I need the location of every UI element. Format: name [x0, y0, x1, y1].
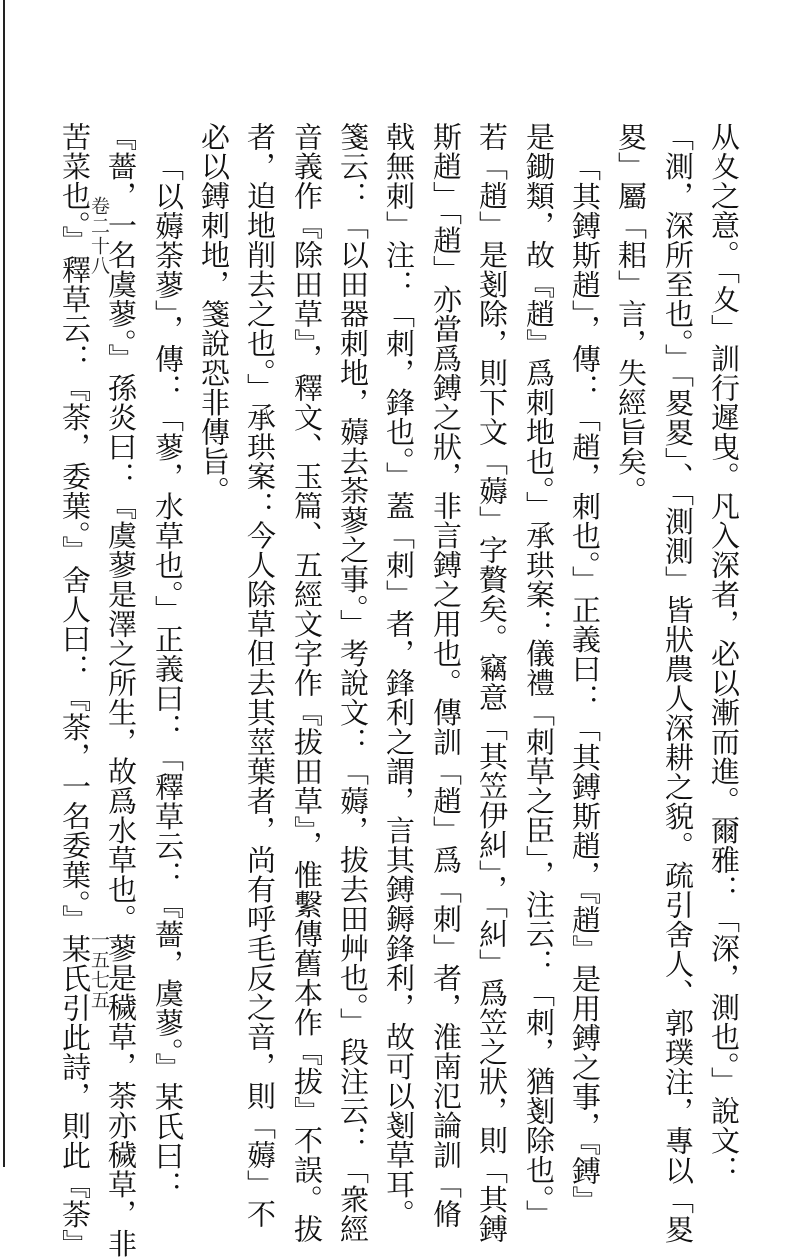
- text-column-3: 畟」屬「耜」言，失經旨矣。: [614, 122, 648, 506]
- text-column-1: 从夊之意。「夊」訓行遲曳。凡入深者，必以漸而進。爾雅：「深，測也。」說文：: [707, 122, 741, 1185]
- text-column-4: 「其鎛斯趙」，傳：「趙，刺也。」正義曰：「其鎛斯趙，『趙』是用鎛之事，『鎛』: [568, 152, 602, 1215]
- text-column-7: 斯趙」「趙」亦當爲鎛之狀，非言鎛之用也。傳訓「趙」爲「刺」者，淮南氾論訓「脩: [429, 122, 463, 1229]
- page-edge-line: [3, 0, 5, 1167]
- page-number: 一五七五: [88, 930, 110, 1010]
- text-column-11: 者，迫地削去之也。」承珙案：今人除草但去其莖葉者，尚有呼毛反之音，則「薅」不: [243, 122, 277, 1229]
- text-column-15: 苦菜也。』釋草云：『荼，委葉。』舍人曰：『荼，一名委葉。』某氏引此詩，則此『荼』: [58, 122, 92, 1259]
- text-column-10: 音義作『除田草』，釋文、玉篇、五經文字作『拔田草』，惟繫傳舊本作『拔』不誤。拔: [290, 122, 324, 1244]
- text-column-14: 『薔，一名虞蓼。』孫炎曰：『虞蓼是澤之所生，故爲水草也。蓼是穢草，荼亦穢草，非: [104, 122, 138, 1258]
- text-column-6: 若「趙」是剗除，則下文「薅」字贅矣。竊意「其笠伊糾」，「糾」爲笠之狀，則「其鎛: [475, 122, 509, 1244]
- text-column-9: 箋云：「以田器刺地，薅去荼蓼之事。」考說文：「薅，拔去田艸也。」段注云：「衆經: [336, 122, 370, 1244]
- running-head: 卷二十八: [88, 196, 110, 276]
- text-column-2: 「測，深所至也。」「畟畟」、「測測」皆狀農人深耕之貌。疏引舍人、郭璞注，專以「畟: [661, 122, 695, 1244]
- text-column-8: 戟無刺」注：「刺，鋒也。」蓋「刺」者，鋒利之謂，言其鎛鎒鋒利，故可以剗草耳。: [382, 122, 416, 1229]
- text-column-12: 必以鎛刺地，箋說恐非傳旨。: [197, 122, 231, 506]
- text-column-5: 是鋤類，故『趙』爲刺地也。」承珙案：儀禮「刺草之臣」，注云：「刺，猶剗除也。」: [522, 122, 556, 1229]
- text-column-13: 「以薅荼蓼」，傳：「蓼，水草也。」正義曰：「釋草云：『薔，虞蓼。』某氏曰：: [151, 152, 185, 1200]
